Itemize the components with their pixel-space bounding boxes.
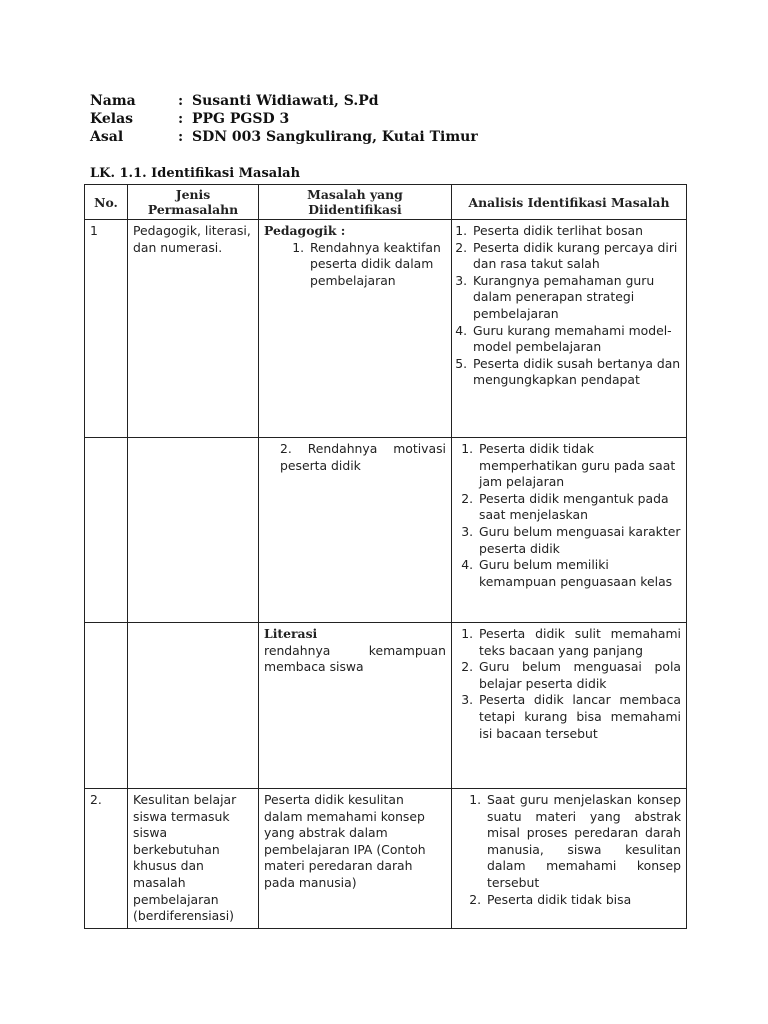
list-item: 3. Kurangnya pemahaman guru dalam penerapan strategi pembelajaran	[471, 273, 681, 323]
list-item: 2. Peserta didik mengantuk pada saat menjelaskan	[477, 491, 681, 524]
identity-block	[90, 92, 478, 146]
row-number	[85, 623, 128, 789]
table-row	[85, 789, 687, 929]
table-row	[85, 623, 687, 789]
header-jenis: Jenis Permasalahn	[128, 185, 259, 220]
table-header-row	[85, 185, 687, 220]
table-row	[85, 220, 687, 438]
list-item: 1. Peserta didik tidak memperhatikan guru pada saat jam pelajaran	[477, 441, 681, 491]
masalah-cell	[259, 220, 452, 438]
masalah-cell: Peserta didik kesulitan dalam memahami konsep yang abstrak dalam pembelajaran IPA (Contoh materi peredaran darah pada manusia)	[259, 789, 452, 929]
list-item: 1. Peserta didik terlihat bosan	[471, 223, 681, 240]
kelas-label: Kelas	[90, 111, 134, 127]
list-item: 2. Guru belum menguasai pola belajar peserta didik	[477, 659, 681, 692]
nama-label: Nama	[90, 93, 136, 109]
list-item: 2. Peserta didik kurang percaya diri dan rasa takut salah	[471, 240, 681, 273]
list-item: 1. Rendahnya keaktifan peserta didik dalam pembelajaran	[308, 240, 446, 290]
worksheet-title: LK. 1.1. Identifikasi Masalah	[90, 166, 301, 181]
asal-row	[90, 128, 478, 146]
pedagogik-heading: Pedagogik :	[264, 223, 346, 238]
list-item: 5. Peserta didik susah bertanya dan mengungkapkan pendapat	[471, 356, 681, 389]
asal-label: Asal	[90, 129, 124, 145]
jenis-cell	[128, 438, 259, 623]
analisis-cell	[452, 220, 687, 438]
nama-value: Susanti Widiawati, S.Pd	[192, 93, 379, 109]
row-number: 1	[85, 220, 128, 438]
table-row	[85, 438, 687, 623]
list-item: 4. Guru belum memiliki kemampuan penguasaan kelas	[477, 557, 681, 590]
list-item: 3. Guru belum menguasai karakter peserta didik	[477, 524, 681, 557]
list-item: 4. Guru kurang memahami model-model pembelajaran	[471, 323, 681, 356]
row-number	[85, 438, 128, 623]
literasi-masalah: rendahnya kemampuan membaca siswa	[264, 642, 446, 675]
motivasi-masalah: 2. Rendahnya motivasi peserta didik	[280, 441, 446, 473]
jenis-cell	[128, 623, 259, 789]
kelas-value: PPG PGSD 3	[192, 111, 290, 127]
jenis-cell: Pedagogik, literasi, dan numerasi.	[128, 220, 259, 438]
list-item: 1. Peserta didik sulit memahami teks bacaan yang panjang	[477, 626, 681, 659]
row-number: 2.	[85, 789, 128, 929]
masalah-cell	[259, 438, 452, 623]
separator: :	[178, 111, 184, 127]
identification-table	[84, 184, 687, 929]
header-masalah: Masalah yang Diidentifikasi	[259, 185, 452, 220]
nama-row	[90, 92, 478, 110]
literasi-heading: Literasi	[264, 626, 318, 641]
separator: :	[178, 129, 184, 145]
header-analisis: Analisis Identifikasi Masalah	[452, 185, 687, 220]
masalah-cell	[259, 623, 452, 789]
kelas-row	[90, 110, 478, 128]
analisis-cell	[452, 438, 687, 623]
analisis-cell	[452, 623, 687, 789]
analisis-cell	[452, 789, 687, 929]
header-no: No.	[85, 185, 128, 220]
separator: :	[178, 93, 184, 109]
list-item: 1. Saat guru menjelaskan konsep suatu materi yang abstrak misal proses peredaran darah manusia, siswa kesulitan dalam memahami konsep tersebut	[485, 792, 681, 892]
jenis-cell: Kesulitan belajar siswa termasuk siswa berkebutuhan khusus dan masalah pembelajaran (berdiferensiasi)	[128, 789, 259, 929]
asal-value: SDN 003 Sangkulirang, Kutai Timur	[192, 129, 478, 145]
list-item: 2. Peserta didik tidak bisa	[485, 892, 681, 909]
list-item: 3. Peserta didik lancar membaca tetapi kurang bisa memahami isi bacaan tersebut	[477, 692, 681, 742]
